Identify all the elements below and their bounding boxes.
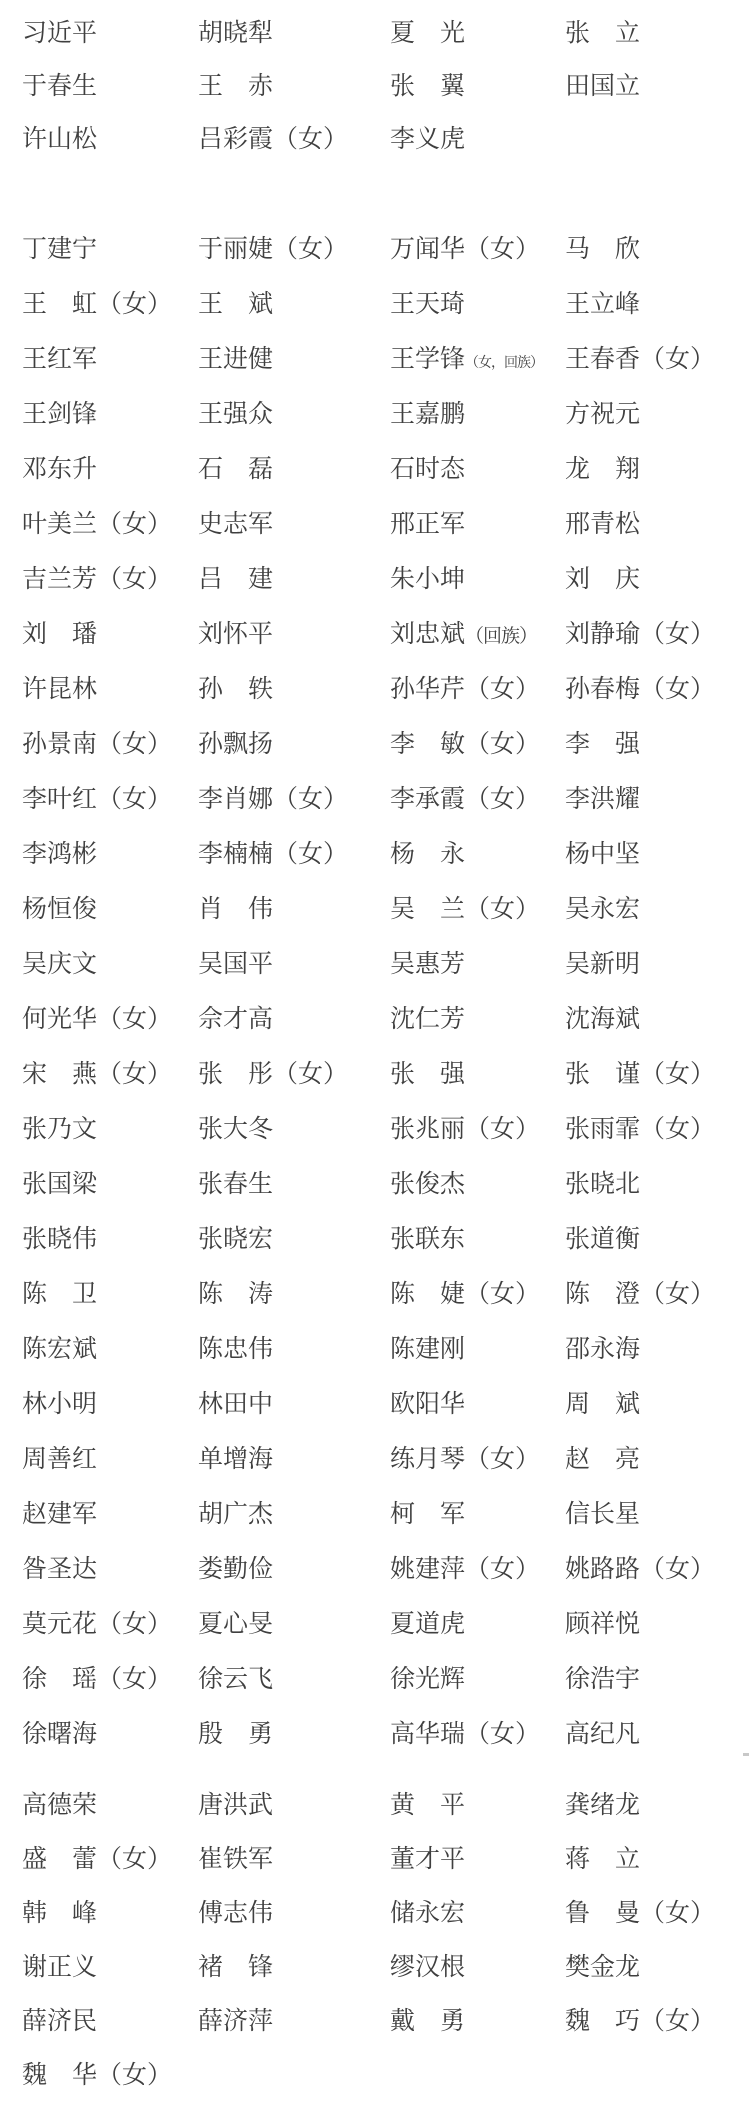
person-name: 韩 峰 bbox=[22, 1899, 98, 1927]
person-name: 李承霞（女） bbox=[390, 786, 541, 813]
person-name: 李 强 bbox=[565, 731, 641, 758]
person-name: 张联东 bbox=[390, 1226, 466, 1253]
person-name: 张国梁 bbox=[22, 1171, 98, 1198]
person-name: 周善红 bbox=[22, 1446, 98, 1473]
name-row bbox=[0, 1487, 750, 1542]
person-name: 龚绪龙 bbox=[565, 1791, 641, 1819]
person-name: 李洪耀 bbox=[565, 786, 641, 813]
person-name: 张大冬 bbox=[198, 1116, 274, 1143]
name-row bbox=[0, 662, 750, 717]
person-name: 万闻华（女） bbox=[390, 236, 541, 263]
name-row bbox=[0, 1432, 750, 1487]
person-name: 张晓伟 bbox=[22, 1226, 98, 1253]
person-name: 于丽婕（女） bbox=[198, 236, 349, 263]
person-name: 何光华（女） bbox=[22, 1006, 173, 1033]
person-name: 丁建宁 bbox=[22, 236, 98, 263]
person-name: 陈 澄（女） bbox=[565, 1281, 716, 1308]
person-name: 戴 勇 bbox=[390, 2007, 466, 2035]
person-name bbox=[390, 347, 565, 372]
name-row bbox=[0, 1778, 750, 1832]
name-row bbox=[0, 1267, 750, 1322]
person-name: 张乃文 bbox=[22, 1116, 98, 1143]
person-name: 方祝元 bbox=[565, 401, 641, 428]
person-name: 高华瑞（女） bbox=[390, 1721, 541, 1748]
person-name: 练月琴（女） bbox=[390, 1446, 541, 1473]
person-name: 石 磊 bbox=[198, 456, 274, 483]
person-name: 夏道虎 bbox=[390, 1611, 466, 1638]
name-row bbox=[0, 1377, 750, 1432]
person-name: 王 斌 bbox=[198, 291, 274, 318]
person-name: 李鸿彬 bbox=[22, 841, 98, 868]
person-name: 唐洪武 bbox=[198, 1791, 274, 1819]
person-name: 田国立 bbox=[565, 73, 641, 100]
person-name: 习近平 bbox=[22, 20, 98, 47]
person-name-text: 刘忠斌 bbox=[390, 621, 466, 648]
name-row bbox=[0, 1994, 750, 2048]
name-row bbox=[0, 882, 750, 937]
name-row bbox=[0, 442, 750, 497]
person-name: 单增海 bbox=[198, 1446, 274, 1473]
person-name: 姚建萍（女） bbox=[390, 1556, 541, 1583]
name-row bbox=[0, 387, 750, 442]
person-name: 魏 巧（女） bbox=[565, 2007, 716, 2035]
name-row bbox=[0, 607, 750, 662]
person-name: 肖 伟 bbox=[198, 896, 274, 923]
person-name: 王嘉鹏 bbox=[390, 401, 466, 428]
person-name: 张 谨（女） bbox=[565, 1061, 716, 1088]
person-name: 孙飘扬 bbox=[198, 731, 274, 758]
person-name: 宋 燕（女） bbox=[22, 1061, 173, 1088]
name-row bbox=[0, 1102, 750, 1157]
person-name: 龙 翔 bbox=[565, 456, 641, 483]
name-row bbox=[0, 1940, 750, 1994]
person-name: 王天琦 bbox=[390, 291, 466, 318]
person-name: 史志军 bbox=[198, 511, 274, 538]
person-name: 邢青松 bbox=[565, 511, 641, 538]
name-row bbox=[0, 1212, 750, 1267]
person-name: 赵建军 bbox=[22, 1501, 98, 1528]
person-name: 胡广杰 bbox=[198, 1501, 274, 1528]
person-name: 莫元花（女） bbox=[22, 1611, 173, 1638]
person-name: 刘怀平 bbox=[198, 621, 274, 648]
person-name: 高纪凡 bbox=[565, 1721, 641, 1748]
person-name: 沈仁芳 bbox=[390, 1006, 466, 1033]
person-name: 陈建刚 bbox=[390, 1336, 466, 1363]
person-name: 樊金龙 bbox=[565, 1953, 641, 1981]
name-row bbox=[0, 1652, 750, 1707]
person-name: 徐曙海 bbox=[22, 1721, 98, 1748]
person-name: 张道衡 bbox=[565, 1226, 641, 1253]
person-name: 储永宏 bbox=[390, 1899, 466, 1927]
person-name: 顾祥悦 bbox=[565, 1611, 641, 1638]
name-block bbox=[0, 222, 750, 1762]
person-name: 魏 华（女） bbox=[22, 2061, 173, 2089]
person-name: 信长星 bbox=[565, 1501, 641, 1528]
person-name: 吴新明 bbox=[565, 951, 641, 978]
person-name: 董才平 bbox=[390, 1845, 466, 1873]
person-name: 娄勤俭 bbox=[198, 1556, 274, 1583]
person-name: 邢正军 bbox=[390, 511, 466, 538]
person-name: 孙景南（女） bbox=[22, 731, 173, 758]
person-name: 张晓宏 bbox=[198, 1226, 274, 1253]
person-name: 邓东升 bbox=[22, 456, 98, 483]
name-row bbox=[0, 937, 750, 992]
person-name: 徐云飞 bbox=[198, 1666, 274, 1693]
name-row bbox=[0, 1597, 750, 1652]
name-row bbox=[0, 992, 750, 1047]
person-name-text: 王学锋 bbox=[390, 346, 466, 373]
name-row bbox=[0, 2048, 750, 2102]
name-row bbox=[0, 7, 750, 60]
person-name: 陈 涛 bbox=[198, 1281, 274, 1308]
person-name: 褚 锋 bbox=[198, 1953, 274, 1981]
person-name: 徐 瑶（女） bbox=[22, 1666, 173, 1693]
person-name: 欧阳华 bbox=[390, 1391, 466, 1418]
person-name: 许昆林 bbox=[22, 676, 98, 703]
person-name: 王红军 bbox=[22, 346, 98, 373]
gender-ethnicity-annotation: （回族） bbox=[465, 626, 538, 647]
person-name: 王进健 bbox=[198, 346, 274, 373]
person-name: 吕 建 bbox=[198, 566, 274, 593]
name-row bbox=[0, 1322, 750, 1377]
person-name: 张 立 bbox=[565, 20, 641, 47]
name-row bbox=[0, 717, 750, 772]
person-name: 吴惠芳 bbox=[390, 951, 466, 978]
person-name: 张 彤（女） bbox=[198, 1061, 349, 1088]
scan-artifact bbox=[743, 1753, 749, 1756]
person-name: 陈 婕（女） bbox=[390, 1281, 541, 1308]
person-name: 于春生 bbox=[22, 73, 98, 100]
name-row bbox=[0, 1832, 750, 1886]
person-name: 陈忠伟 bbox=[198, 1336, 274, 1363]
name-block bbox=[0, 1778, 750, 2102]
name-row bbox=[0, 1707, 750, 1762]
name-row bbox=[0, 772, 750, 827]
person-name: 李义虎 bbox=[390, 126, 466, 153]
person-name: 李楠楠（女） bbox=[198, 841, 349, 868]
person-name: 刘静瑜（女） bbox=[565, 621, 716, 648]
person-name: 夏心旻 bbox=[198, 1611, 274, 1638]
person-name: 陈宏斌 bbox=[22, 1336, 98, 1363]
person-name: 邵永海 bbox=[565, 1336, 641, 1363]
person-name: 谢正义 bbox=[22, 1953, 98, 1981]
person-name: 杨恒俊 bbox=[22, 896, 98, 923]
person-name: 吴永宏 bbox=[565, 896, 641, 923]
person-name: 鲁 曼（女） bbox=[565, 1899, 716, 1927]
person-name: 杨中坚 bbox=[565, 841, 641, 868]
person-name: 陈 卫 bbox=[22, 1281, 98, 1308]
person-name: 昝圣达 bbox=[22, 1556, 98, 1583]
person-name: 叶美兰（女） bbox=[22, 511, 173, 538]
person-name: 张 强 bbox=[390, 1061, 466, 1088]
person-name: 蒋 立 bbox=[565, 1845, 641, 1873]
person-name: 盛 蕾（女） bbox=[22, 1845, 173, 1873]
name-row bbox=[0, 497, 750, 552]
name-row bbox=[0, 332, 750, 387]
person-name: 柯 军 bbox=[390, 1501, 466, 1528]
person-name: 吉兰芳（女） bbox=[22, 566, 173, 593]
person-name bbox=[390, 622, 565, 647]
person-name: 刘 庆 bbox=[565, 566, 641, 593]
person-name: 孙春梅（女） bbox=[565, 676, 716, 703]
person-name: 周 斌 bbox=[565, 1391, 641, 1418]
name-row bbox=[0, 552, 750, 607]
person-name: 李叶红（女） bbox=[22, 786, 173, 813]
person-name: 薛济萍 bbox=[198, 2007, 274, 2035]
person-name: 赵 亮 bbox=[565, 1446, 641, 1473]
person-name: 张兆丽（女） bbox=[390, 1116, 541, 1143]
name-row bbox=[0, 1542, 750, 1597]
person-name: 吴国平 bbox=[198, 951, 274, 978]
person-name: 黄 平 bbox=[390, 1791, 466, 1819]
name-block bbox=[0, 0, 750, 166]
person-name: 徐光辉 bbox=[390, 1666, 466, 1693]
person-name: 林小明 bbox=[22, 1391, 98, 1418]
person-name: 傅志伟 bbox=[198, 1899, 274, 1927]
person-name: 王 虹（女） bbox=[22, 291, 173, 318]
person-name: 杨 永 bbox=[390, 841, 466, 868]
person-name: 崔铁军 bbox=[198, 1845, 274, 1873]
person-name: 王 赤 bbox=[198, 73, 274, 100]
person-name: 吴庆文 bbox=[22, 951, 98, 978]
name-row bbox=[0, 113, 750, 166]
name-row bbox=[0, 1157, 750, 1212]
person-name: 马 欣 bbox=[565, 236, 641, 263]
person-name: 吴 兰（女） bbox=[390, 896, 541, 923]
person-name: 王剑锋 bbox=[22, 401, 98, 428]
name-row bbox=[0, 1886, 750, 1940]
person-name: 刘 璠 bbox=[22, 621, 98, 648]
person-name: 李肖娜（女） bbox=[198, 786, 349, 813]
person-name: 薛济民 bbox=[22, 2007, 98, 2035]
person-name: 王强众 bbox=[198, 401, 274, 428]
person-name: 李 敏（女） bbox=[390, 731, 541, 758]
person-name: 沈海斌 bbox=[565, 1006, 641, 1033]
name-row bbox=[0, 1047, 750, 1102]
name-row bbox=[0, 60, 750, 113]
person-name: 殷 勇 bbox=[198, 1721, 274, 1748]
name-row bbox=[0, 222, 750, 277]
person-name: 夏 光 bbox=[390, 20, 466, 47]
person-name: 胡晓犁 bbox=[198, 20, 274, 47]
person-name: 张春生 bbox=[198, 1171, 274, 1198]
person-name: 佘才高 bbox=[198, 1006, 274, 1033]
person-name: 林田中 bbox=[198, 1391, 274, 1418]
person-name: 张俊杰 bbox=[390, 1171, 466, 1198]
person-name: 朱小坤 bbox=[390, 566, 466, 593]
name-row bbox=[0, 827, 750, 882]
name-row bbox=[0, 277, 750, 332]
person-name: 孙华芹（女） bbox=[390, 676, 541, 703]
person-name: 徐浩宇 bbox=[565, 1666, 641, 1693]
person-name: 许山松 bbox=[22, 126, 98, 153]
person-name: 张晓北 bbox=[565, 1171, 641, 1198]
person-name: 王立峰 bbox=[565, 291, 641, 318]
person-name: 缪汉根 bbox=[390, 1953, 466, 1981]
person-name: 王春香（女） bbox=[565, 346, 716, 373]
person-name: 孙 轶 bbox=[198, 676, 274, 703]
person-name: 张雨霏（女） bbox=[565, 1116, 716, 1143]
gender-ethnicity-annotation: （女，回族） bbox=[465, 356, 544, 371]
person-name: 高德荣 bbox=[22, 1791, 98, 1819]
person-name: 吕彩霞（女） bbox=[198, 126, 349, 153]
person-name: 姚路路（女） bbox=[565, 1556, 716, 1583]
person-name: 张 翼 bbox=[390, 73, 466, 100]
person-name: 石时态 bbox=[390, 456, 466, 483]
